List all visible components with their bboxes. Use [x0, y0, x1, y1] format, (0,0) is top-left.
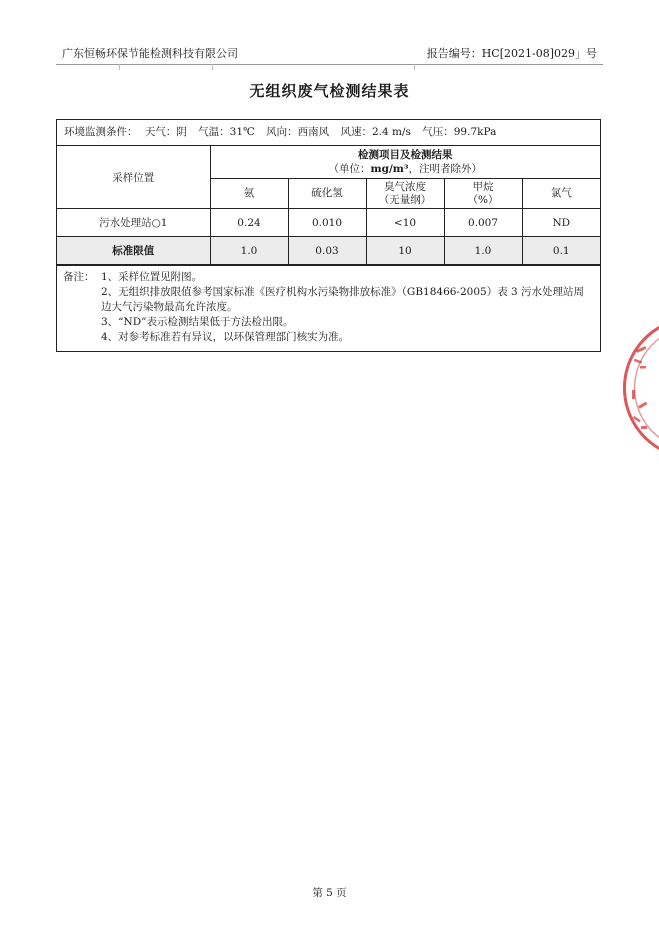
- temperature: 气温：31℃: [198, 126, 255, 138]
- column-name: 氯气: [550, 187, 572, 199]
- column-name: 臭气浓度: [384, 180, 426, 193]
- result-cell: 0.010: [288, 209, 366, 237]
- monitoring-conditions: [57, 120, 600, 146]
- location-header: 采样位置: [57, 146, 210, 209]
- remark-text: 1、采样位置见附图。: [101, 271, 203, 283]
- air-pressure: 气压：99.7kPa: [422, 126, 497, 138]
- column-unit: （%）: [467, 193, 499, 206]
- column-unit: （无量纲）: [378, 193, 432, 206]
- report-number: 报告编号：HC[2021-08]029」号: [426, 47, 597, 60]
- result-cell: ND: [522, 209, 600, 237]
- column-name: 氨: [243, 187, 255, 199]
- items-header-title: 检测项目及检测结果: [358, 149, 453, 161]
- limit-cell: 0.1: [522, 237, 600, 265]
- column-header: [210, 179, 288, 209]
- results-table: [57, 146, 600, 265]
- limit-cell: 1.0: [210, 237, 288, 265]
- unit-suffix: ，注明者除外）: [408, 163, 482, 175]
- remark-line: 2、无组织排放限值参考国家标准《医疗机构水污染物排放标准》（GB18466-2005）表 3 污水处理站周边大气污染物最高允许浓度。: [101, 286, 585, 313]
- sample-location: 污水处理站○1: [57, 209, 210, 237]
- limit-row: [57, 237, 600, 265]
- company-name: 广东恒畅环保节能检测科技有限公司: [62, 47, 238, 60]
- page-number: 第 5 页: [312, 887, 347, 899]
- unit-value: mg/m³: [370, 163, 409, 175]
- limit-cell: 1.0: [444, 237, 522, 265]
- column-name: 硫化氢: [311, 187, 343, 199]
- result-cell: <10: [366, 209, 444, 237]
- column-header: [444, 179, 522, 209]
- conditions-label: 环境监测条件：: [64, 126, 138, 138]
- weather: 天气：阴: [144, 126, 187, 138]
- remark-line: [63, 270, 592, 285]
- unit-prefix: （单位：: [328, 163, 371, 175]
- wind-speed: 风速：2.4 m/s: [340, 126, 411, 138]
- wind-direction: 风向：西南风: [266, 126, 330, 138]
- scan-mark: [119, 64, 120, 70]
- column-header: [366, 179, 444, 209]
- column-header: [522, 179, 600, 209]
- page-title: 无组织废气检测结果表: [249, 82, 410, 100]
- scan-mark: [212, 64, 213, 70]
- limit-cell: 10: [366, 237, 444, 265]
- remarks: [57, 265, 600, 351]
- table-header-row: [57, 146, 600, 179]
- remark-line: 4、对参考标准若有异议，以环保管理部门核实为准。: [101, 331, 350, 343]
- header-rule: [56, 64, 603, 65]
- column-name: 甲烷: [472, 180, 494, 193]
- table-row: [57, 209, 600, 237]
- red-seal-stamp: [622, 318, 659, 458]
- unit-note: [211, 162, 601, 176]
- column-header: [288, 179, 366, 209]
- limit-cell: 0.03: [288, 237, 366, 265]
- items-header: [210, 146, 600, 179]
- scan-mark: [414, 64, 415, 70]
- result-cell: 0.007: [444, 209, 522, 237]
- remarks-label: 备注：: [63, 271, 95, 283]
- results-table-frame: [56, 119, 601, 352]
- remark-line: 3、“ND”表示检测结果低于方法检出限。: [101, 316, 294, 328]
- limit-label: 标准限值: [57, 237, 210, 265]
- result-cell: 0.24: [210, 209, 288, 237]
